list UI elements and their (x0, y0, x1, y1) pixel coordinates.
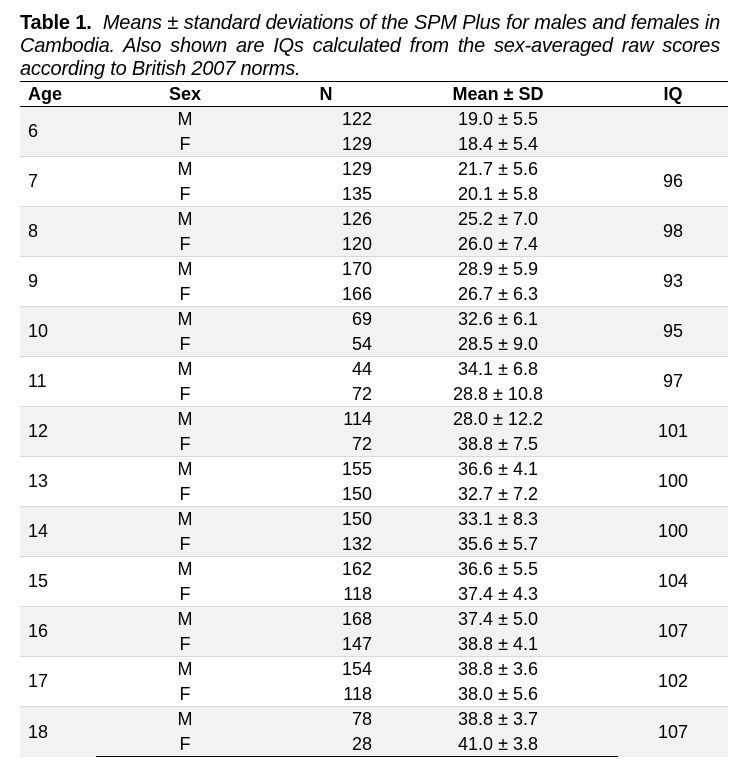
cell-n: 154 (274, 657, 378, 682)
cell-sex: M (96, 707, 274, 732)
cell-age: 18 (20, 707, 96, 757)
table-row (20, 157, 728, 182)
table-row (20, 707, 728, 732)
cell-mean-sd: 21.7 ± 5.6 (378, 157, 618, 182)
table-row (20, 207, 728, 232)
cell-sex: M (96, 257, 274, 282)
cell-age: 11 (20, 357, 96, 407)
cell-mean-sd: 35.6 ± 5.7 (378, 532, 618, 557)
table-row (20, 257, 728, 282)
cell-n: 129 (274, 132, 378, 157)
cell-mean-sd: 33.1 ± 8.3 (378, 507, 618, 532)
table-row (20, 557, 728, 582)
cell-sex: M (96, 657, 274, 682)
table-row (20, 657, 728, 682)
cell-mean-sd: 41.0 ± 3.8 (378, 732, 618, 757)
table-caption (20, 12, 720, 81)
header-row (20, 82, 728, 107)
cell-sex: M (96, 207, 274, 232)
cell-n: 155 (274, 457, 378, 482)
table-row (20, 307, 728, 332)
cell-age: 9 (20, 257, 96, 307)
cell-mean-sd: 25.2 ± 7.0 (378, 207, 618, 232)
cell-mean-sd: 38.8 ± 3.7 (378, 707, 618, 732)
cell-sex: F (96, 632, 274, 657)
cell-n: 135 (341, 183, 372, 204)
cell-sex: F (179, 183, 191, 204)
cell-sex: F (96, 532, 274, 557)
cell-age: 7 (20, 157, 96, 207)
cell-age: 8 (20, 207, 96, 257)
cell-age: 14 (20, 507, 96, 557)
cell-n: 72 (351, 383, 372, 404)
cell-iq: 102 (618, 657, 728, 707)
cell-sex: M (96, 607, 274, 632)
cell-n: 114 (274, 407, 378, 432)
cell-mean-sd: 38.8 ± 7.5 (378, 432, 618, 457)
cell-age: 12 (20, 407, 96, 457)
header-age: Age (20, 82, 96, 107)
table-body (20, 107, 728, 757)
cell-sex: F (179, 583, 191, 604)
table-row (20, 507, 728, 532)
cell-sex: F (96, 232, 274, 257)
cell-mean-sd: 26.7 ± 6.3 (458, 283, 538, 304)
cell-n: 69 (274, 307, 378, 332)
cell-mean-sd: 20.1 ± 5.8 (458, 183, 538, 204)
cell-iq: 95 (618, 307, 728, 357)
cell-n: 170 (274, 257, 378, 282)
cell-sex: M (96, 307, 274, 332)
cell-mean-sd: 32.7 ± 7.2 (458, 483, 538, 504)
cell-n: 118 (343, 683, 372, 704)
cell-n: 28 (274, 732, 378, 757)
cell-n: 132 (274, 532, 378, 557)
cell-iq: 100 (618, 457, 728, 507)
cell-n: 162 (274, 557, 378, 582)
cell-mean-sd: 38.8 ± 4.1 (378, 632, 618, 657)
cell-sex: F (96, 432, 274, 457)
table-row (20, 357, 728, 382)
cell-age: 16 (20, 607, 96, 657)
cell-iq: 96 (618, 157, 728, 207)
cell-iq: 93 (618, 257, 728, 307)
results-table (20, 81, 728, 757)
cell-n: 166 (341, 283, 372, 304)
header-iq: IQ (618, 82, 728, 107)
cell-age: 10 (20, 307, 96, 357)
cell-sex: M (96, 457, 274, 482)
cell-sex: M (96, 407, 274, 432)
cell-iq: 97 (618, 357, 728, 407)
cell-n: 54 (274, 332, 378, 357)
cell-sex: F (179, 683, 191, 704)
caption-label: Table 1. (20, 12, 92, 34)
cell-sex: F (179, 283, 191, 304)
cell-age: 6 (20, 107, 96, 157)
cell-sex: M (96, 507, 274, 532)
cell-sex: F (96, 732, 274, 757)
cell-n: 120 (274, 232, 378, 257)
cell-n: 147 (274, 632, 378, 657)
cell-iq (618, 107, 728, 157)
cell-n: 72 (274, 432, 378, 457)
cell-iq: 101 (618, 407, 728, 457)
cell-mean-sd: 26.0 ± 7.4 (378, 232, 618, 257)
cell-mean-sd: 18.4 ± 5.4 (378, 132, 618, 157)
cell-n: 78 (274, 707, 378, 732)
cell-mean-sd: 28.5 ± 9.0 (378, 332, 618, 357)
header-n: N (274, 82, 378, 107)
cell-n: 129 (274, 157, 378, 182)
cell-n: 150 (341, 483, 372, 504)
cell-mean-sd: 38.0 ± 5.6 (458, 683, 538, 704)
table-row (20, 457, 728, 482)
cell-mean-sd: 37.4 ± 5.0 (378, 607, 618, 632)
cell-mean-sd: 19.0 ± 5.5 (378, 107, 618, 132)
cell-age: 15 (20, 557, 96, 607)
header-sex: Sex (96, 82, 274, 107)
table-row (20, 607, 728, 632)
cell-iq: 107 (618, 707, 728, 757)
caption-text: Means ± standard deviations of the SPM Plus for males and females in Cambodia. Also shown are IQs calculated from the sex-averaged raw scores according to British 2007 norms. (20, 12, 720, 80)
cell-age: 17 (20, 657, 96, 707)
cell-n: 122 (274, 107, 378, 132)
table-header (20, 82, 728, 107)
cell-iq: 100 (618, 507, 728, 557)
cell-iq: 98 (618, 207, 728, 257)
cell-sex: F (179, 383, 191, 404)
cell-sex: M (96, 357, 274, 382)
cell-n: 118 (343, 583, 372, 604)
cell-sex: F (96, 132, 274, 157)
cell-sex: M (96, 157, 274, 182)
cell-sex: M (96, 557, 274, 582)
cell-mean-sd: 36.6 ± 4.1 (378, 457, 618, 482)
cell-mean-sd: 28.9 ± 5.9 (378, 257, 618, 282)
cell-mean-sd: 38.8 ± 3.6 (378, 657, 618, 682)
cell-mean-sd: 34.1 ± 6.8 (378, 357, 618, 382)
cell-n: 168 (274, 607, 378, 632)
cell-mean-sd: 32.6 ± 6.1 (378, 307, 618, 332)
cell-iq: 104 (618, 557, 728, 607)
cell-sex: M (96, 107, 274, 132)
cell-mean-sd: 36.6 ± 5.5 (378, 557, 618, 582)
cell-age: 13 (20, 457, 96, 507)
cell-mean-sd: 28.8 ± 10.8 (453, 383, 543, 404)
header-mean-sd: Mean ± SD (378, 82, 618, 107)
table-row (20, 107, 728, 132)
cell-sex: F (179, 483, 191, 504)
cell-mean-sd: 37.4 ± 4.3 (458, 583, 538, 604)
cell-iq: 107 (618, 607, 728, 657)
cell-sex: F (96, 332, 274, 357)
cell-n: 150 (274, 507, 378, 532)
cell-n: 44 (274, 357, 378, 382)
cell-n: 126 (274, 207, 378, 232)
table-row (20, 407, 728, 432)
cell-mean-sd: 28.0 ± 12.2 (378, 407, 618, 432)
